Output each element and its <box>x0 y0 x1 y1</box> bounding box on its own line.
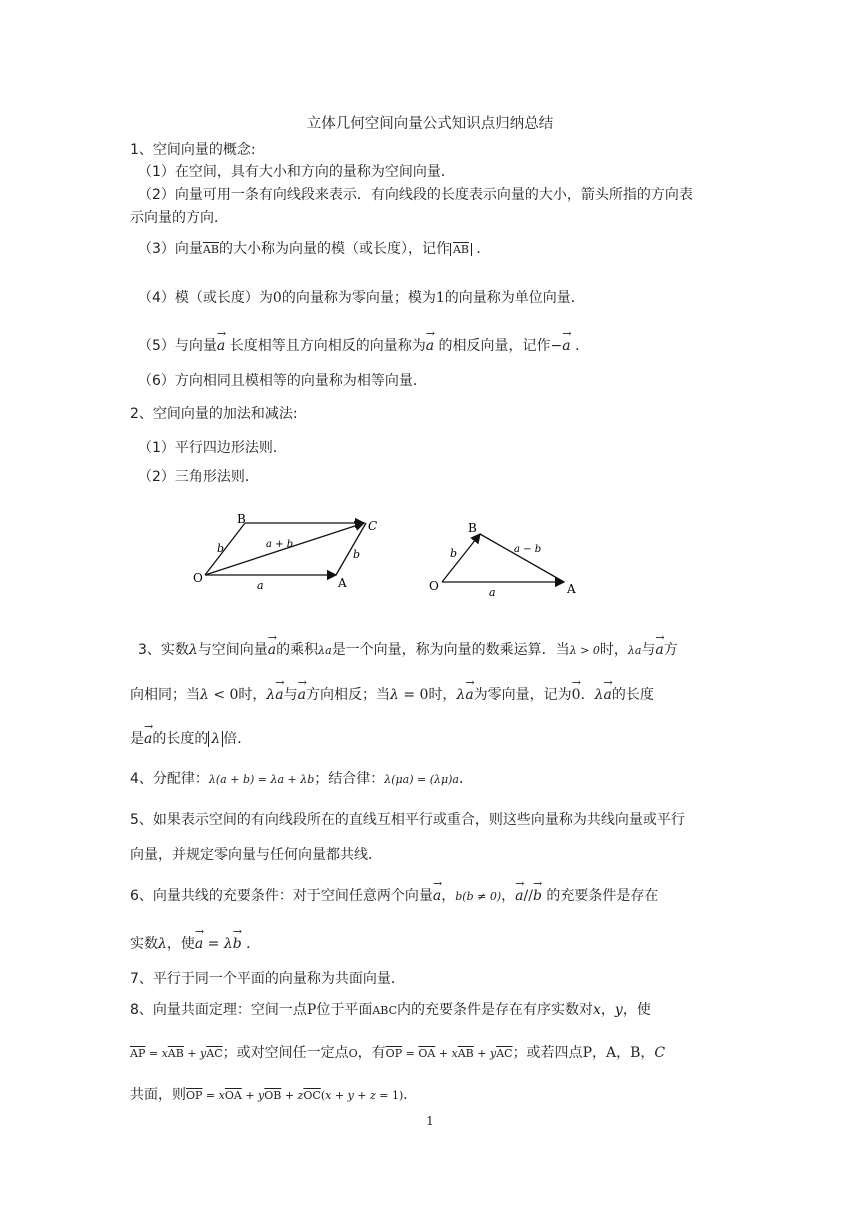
vec-sum-label: a + b <box>266 539 294 550</box>
section-2-heading: 2、空间向量的加法和减法: <box>130 406 298 422</box>
s1-item-2a: （2）向量可用一条有向线段来表示．有向线段的长度表示向量的大小，箭头所指的方向表 <box>138 187 693 203</box>
tri-vec-diff: a − b <box>514 544 542 555</box>
s1-item-1: （1）在空间，具有大小和方向的量称为空间向量． <box>138 164 455 180</box>
page-number: 1 <box>426 1114 434 1128</box>
parallelogram-figure <box>193 512 377 592</box>
s1-item-4: （4）模（或长度）为0的向量称为零向量；模为1的向量称为单位向量． <box>138 290 585 306</box>
vec-a-label: a <box>257 579 264 592</box>
vector-diagrams <box>180 505 600 605</box>
s2-item-2: （2）三角形法则． <box>138 469 259 485</box>
vec-b2-label: b <box>353 548 361 561</box>
page-title: 立体几何空间向量公式知识点归纳总结 <box>306 116 554 132</box>
s1-item-3: （3）向量$\overline{AB}$的大小称为向量的模（或长度），记作 $\overline{AB}$ ． <box>138 241 491 257</box>
s2-item-1: （1）平行四边形法则． <box>138 440 287 456</box>
s3-line-1: 3、实数λ与空间向量→ a的乘积λa是一个向量，称为向量的数乘运算．当λ > 0时，λa与→ a方 <box>138 638 678 660</box>
tri-vec-b: b <box>450 547 458 560</box>
label-C: C <box>368 519 378 533</box>
tri-label-O: O <box>429 579 439 593</box>
s5-line-2: 向量，并规定零向量与任何向量都共线． <box>130 847 382 863</box>
s3-line-2: 向相同；当λ < 0时，λ→ a与→ a方向相反；当λ = 0时，λ→ a为零向量，记为→ 0．λ→ a的长度 <box>130 683 654 704</box>
label-O: O <box>193 571 203 585</box>
tri-label-B: B <box>468 521 477 535</box>
s8-line-1: 8、向量共面定理：空间一点P位于平面ABC内的充要条件是存在有序实数对x，y，使 <box>130 1002 651 1018</box>
s6-line-1: 6、向量共线的充要条件：对于空间任意两个向量→ a，b(b ≠ 0)，→ a//→ b 的充要条件是存在 <box>130 884 658 906</box>
triangle-figure <box>429 521 576 599</box>
s8-line-3: 共面，则$\overline{OP} = x\overline{OA} + y\overline{OB} + z\overline{OC}(x + y + z = 1)$． <box>130 1087 418 1103</box>
s1-item-5: （5）与向量→ a 长度相等且方向相反的向量称为→ a 的相反向量，记作−→ a ． <box>138 334 589 355</box>
vec-b-label: b <box>217 542 225 555</box>
s8-line-2: $\overline{AP} = x\overline{AB} + y\overline{AC}$；或对空间任一定点O，有$\overline{OP} = \overline{OA} + x\overline{AB} + y\overline{AC}$；或若四点P，A，B，C <box>130 1045 666 1061</box>
tri-label-A: A <box>567 582 576 596</box>
s3-line-3: 是→ a的长度的 λ 倍． <box>130 727 251 748</box>
s7-line: 7、平行于同一个平面的向量称为共面向量． <box>130 971 405 987</box>
s1-item-2b: 示向量的方向． <box>130 210 228 226</box>
s5-line-1: 5、如果表示空间的有向线段所在的直线互相平行或重合，则这些向量称为共线向量或平行 <box>130 812 685 828</box>
label-B: B <box>237 512 246 526</box>
s6-line-2: 实数λ，使→ a = λ→ b ． <box>130 932 260 953</box>
section-1-heading: 1、空间向量的概念: <box>130 142 256 158</box>
label-A: A <box>338 576 347 590</box>
s1-item-6: （6）方向相同且模相等的向量称为相等向量． <box>138 373 427 389</box>
s4-line: 4、分配律：λ(a + b) = λa + λb；结合律：λ(μa) = (λμ)a． <box>130 771 473 787</box>
tri-vec-a: a <box>489 586 496 599</box>
